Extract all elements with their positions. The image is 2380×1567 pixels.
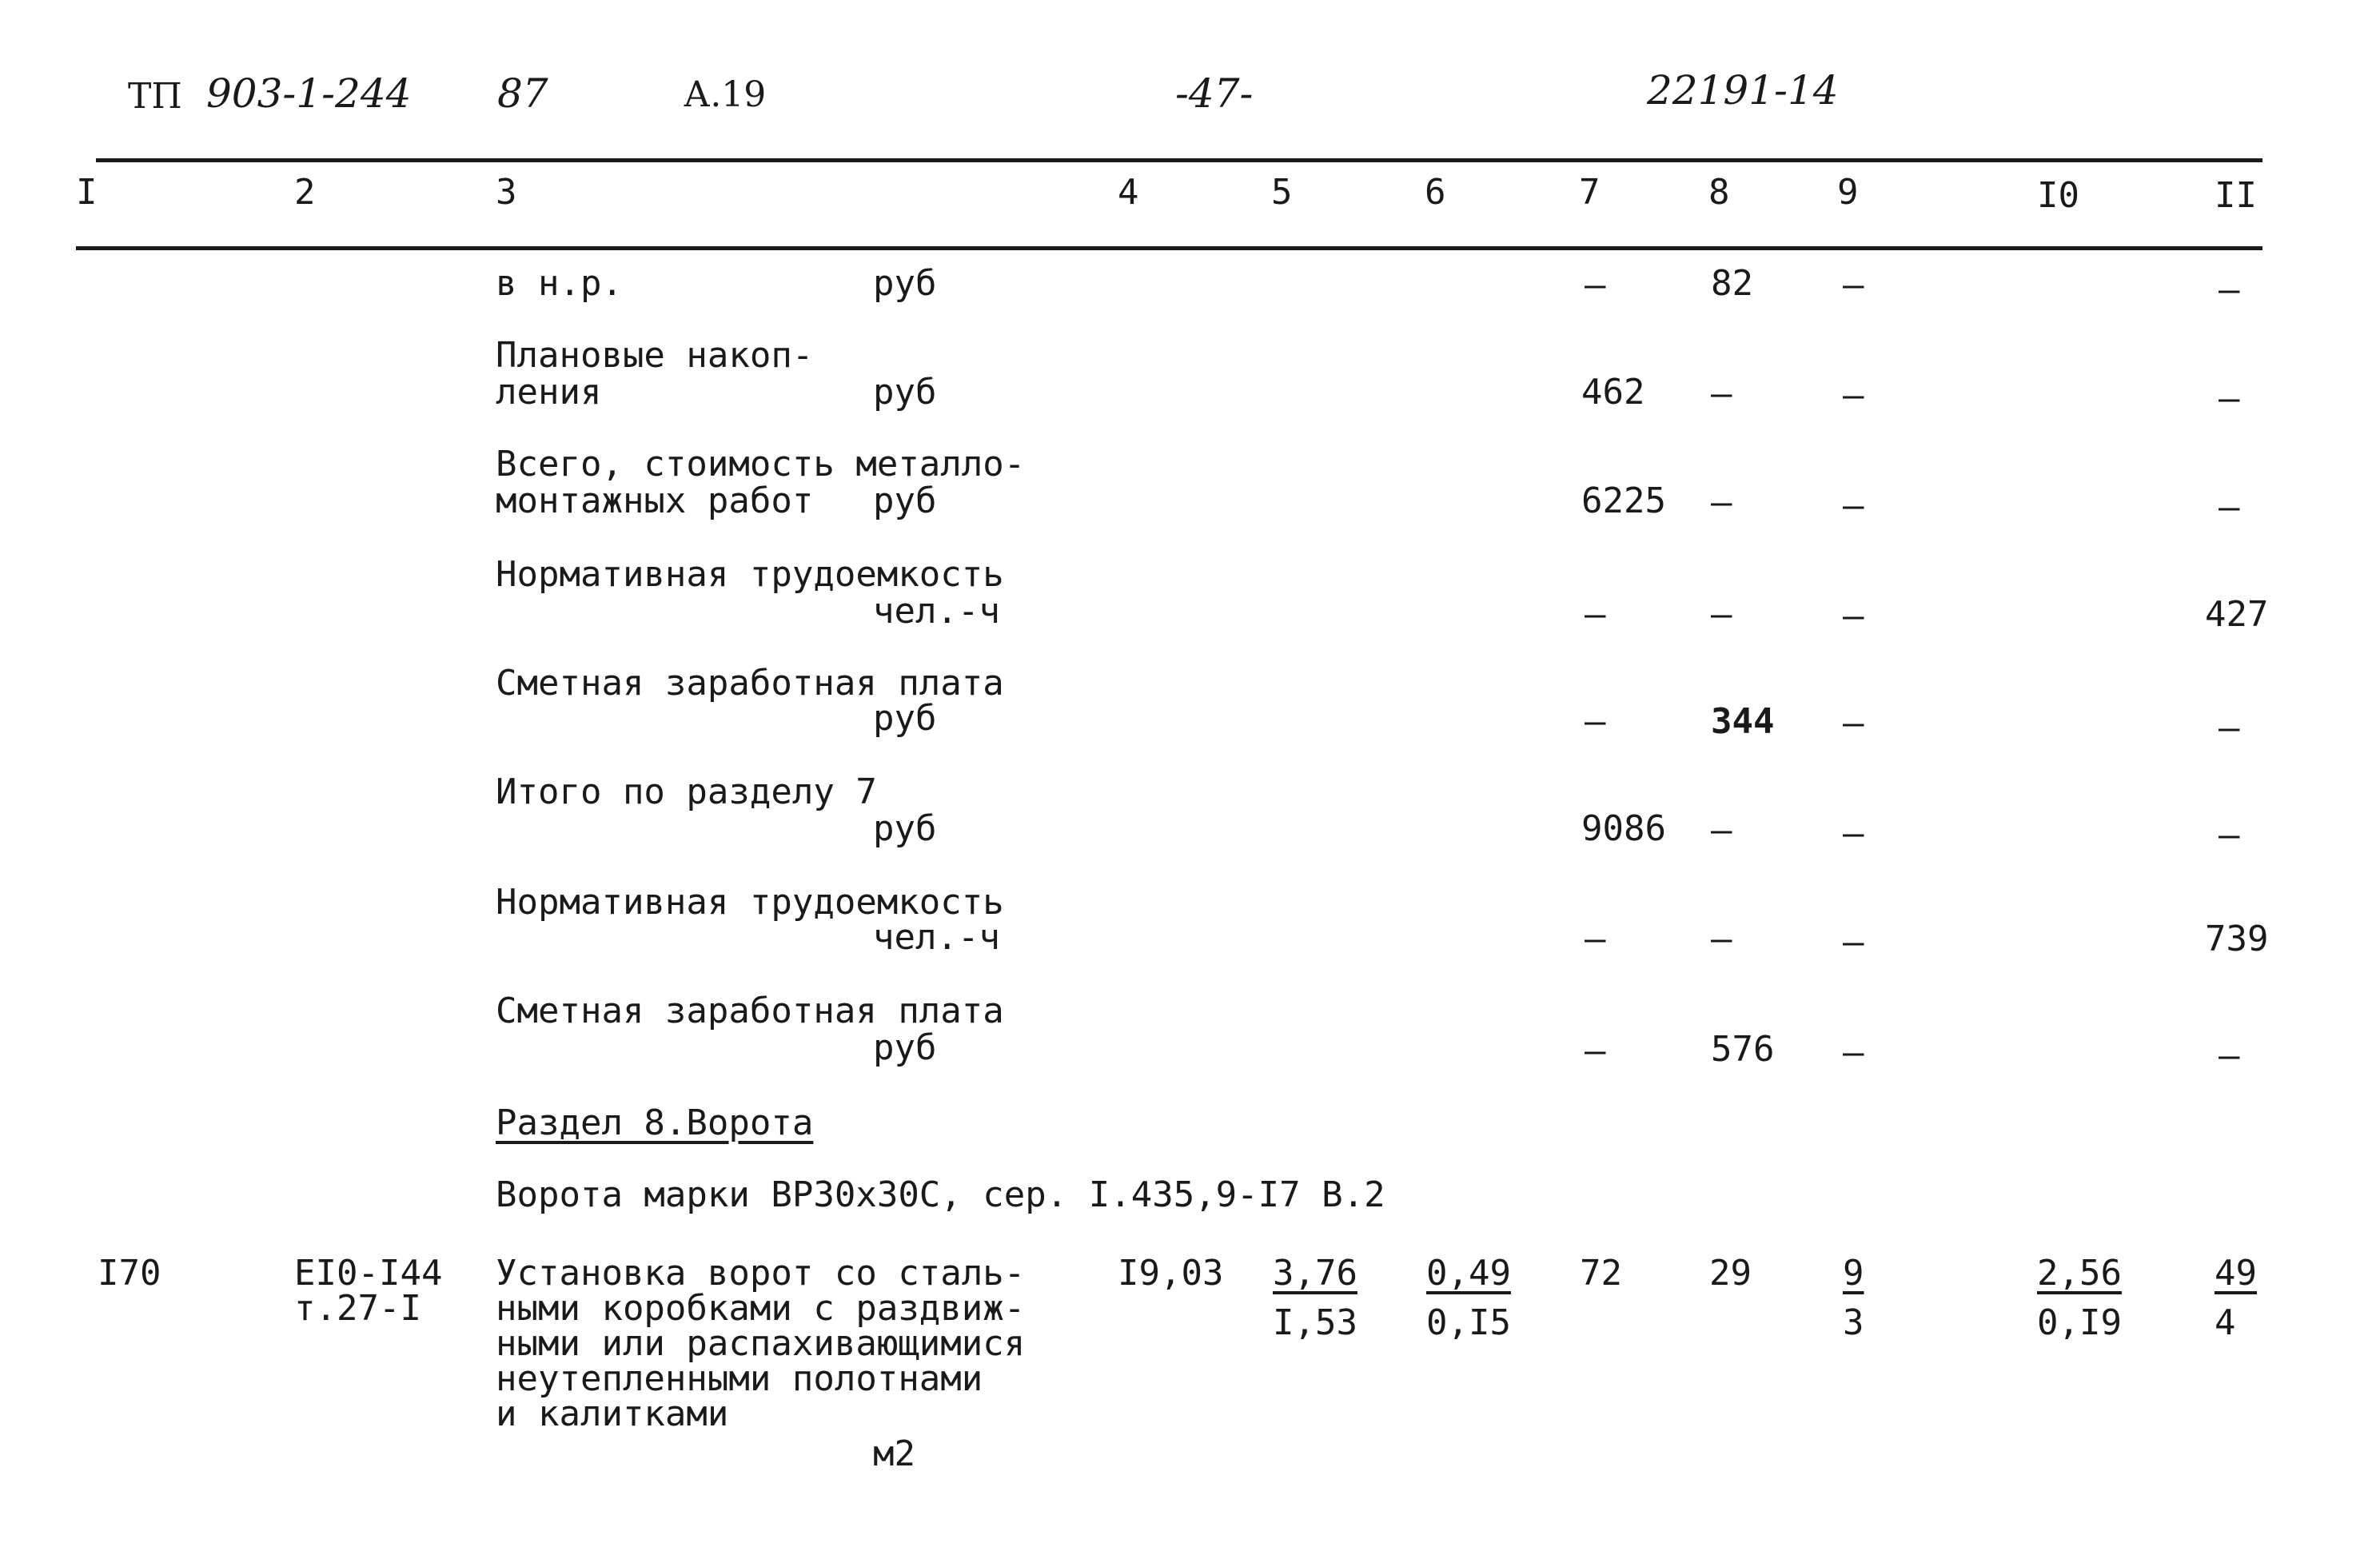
column-header: 3 <box>496 172 517 213</box>
cell-col6-denominator: 0,I5 <box>1426 1302 1511 1343</box>
item-description: Установка ворот со сталь- <box>496 1253 1026 1294</box>
row-description: монтажных работ <box>496 480 814 521</box>
header-project: 903-1-244 <box>206 70 412 117</box>
cell-col4: I9,03 <box>1118 1253 1224 1294</box>
cell-col9-numerator: 9 <box>1843 1253 1864 1294</box>
cell-col9: – <box>1843 1032 1864 1073</box>
row-description: Плановые накоп- <box>496 335 814 376</box>
header-top-rule <box>96 158 2262 162</box>
header-page: -47- <box>1175 70 1254 117</box>
cell-col11-denominator: 4 <box>2215 1302 2236 1343</box>
column-header: 8 <box>1708 172 1730 213</box>
item-unit: м2 <box>873 1433 915 1474</box>
cell-col9: – <box>1843 703 1864 744</box>
column-header: 9 <box>1837 172 1859 213</box>
column-header: 4 <box>1118 172 1139 213</box>
cell-col11: 739 <box>2205 919 2269 959</box>
cell-col8: 82 <box>1711 263 1753 304</box>
cell-col9-denominator: 3 <box>1843 1302 1864 1343</box>
cell-col8: 29 <box>1709 1253 1752 1294</box>
row-description: Сметная заработная плата <box>496 663 1004 704</box>
header-code: 22191-14 <box>1647 67 1839 114</box>
cell-col7: 9086 <box>1581 808 1666 849</box>
cell-col11: – <box>2219 269 2240 310</box>
cell-col8: – <box>1711 482 1732 523</box>
row-unit: руб <box>873 698 937 739</box>
row-description: Нормативная трудоемкость <box>496 554 1004 595</box>
row-unit: руб <box>873 808 937 849</box>
column-header: 5 <box>1271 172 1293 213</box>
column-header-rule <box>76 246 2262 250</box>
cell-col5-numerator: 3,76 <box>1273 1253 1357 1294</box>
cell-col9: – <box>1843 813 1864 854</box>
item-description: неутепленными полотнами <box>496 1358 983 1399</box>
cell-col10-denominator: 0,I9 <box>2037 1302 2122 1343</box>
row-description: Сметная заработная плата <box>496 991 1004 1031</box>
column-header: 6 <box>1425 172 1446 213</box>
item-description: и калитками <box>496 1394 729 1434</box>
header-prefix: ТП <box>128 76 182 117</box>
cell-col7: – <box>1585 265 1606 305</box>
cell-col9: – <box>1843 922 1864 963</box>
cell-col7: – <box>1585 919 1606 959</box>
cell-col9: – <box>1843 485 1864 526</box>
gate-spec-line: Ворота марки ВР30х30С, сер. I.435,9-I7 В.2 <box>496 1174 1385 1215</box>
column-header: II <box>2215 175 2257 216</box>
cell-col8: 344 <box>1711 701 1775 742</box>
row-unit: чел.-ч <box>873 591 1000 632</box>
row-description: Всего, стоимость металло- <box>496 444 1026 484</box>
cell-col7: 72 <box>1580 1253 1622 1294</box>
cell-col8: – <box>1711 810 1732 851</box>
row-unit: руб <box>873 263 937 304</box>
row-unit: руб <box>873 480 937 521</box>
column-header: I <box>76 172 98 213</box>
cell-col7: – <box>1585 594 1606 635</box>
cell-col11-numerator: 49 <box>2215 1253 2257 1294</box>
cell-col8: – <box>1711 594 1732 635</box>
header-year: 87 <box>497 70 548 117</box>
item-code: ЕI0-I44 <box>294 1253 443 1294</box>
item-number: I70 <box>98 1253 161 1294</box>
row-unit: руб <box>873 1027 937 1068</box>
cell-col11: – <box>2219 1035 2240 1076</box>
cell-col7: 6225 <box>1581 480 1666 521</box>
item-code-table: т.27-I <box>294 1288 421 1329</box>
cell-col11: 427 <box>2205 594 2269 635</box>
row-unit: чел.-ч <box>873 917 1000 958</box>
item-description: ными коробками с раздвиж- <box>496 1288 1026 1329</box>
row-description: Итого по разделу 7 <box>496 772 877 812</box>
cell-col6-numerator: 0,49 <box>1426 1253 1511 1294</box>
cell-col11: – <box>2219 487 2240 528</box>
cell-col9: – <box>1843 265 1864 305</box>
cell-col5-denominator: I,53 <box>1273 1302 1357 1343</box>
column-header: I0 <box>2037 175 2079 216</box>
cell-col10-numerator: 2,56 <box>2037 1253 2122 1294</box>
column-header: 2 <box>294 172 316 213</box>
row-description: в н.р. <box>496 263 623 304</box>
cell-col11: – <box>2219 378 2240 419</box>
column-header: 7 <box>1579 172 1601 213</box>
row-description: Нормативная трудоемкость <box>496 882 1004 923</box>
row-unit: руб <box>873 372 937 413</box>
cell-col9: – <box>1843 596 1864 636</box>
cell-col9: – <box>1843 375 1864 416</box>
header-album: А.19 <box>684 74 767 115</box>
item-description: ными или распахивающимися <box>496 1323 1026 1364</box>
cell-col7: – <box>1585 1031 1606 1071</box>
section-title: Раздел 8.Ворота <box>496 1102 814 1143</box>
cell-col7: – <box>1585 701 1606 742</box>
row-description: ления <box>496 372 602 413</box>
cell-col8: 576 <box>1711 1029 1775 1070</box>
cell-col7: 462 <box>1581 372 1645 413</box>
cell-col11: – <box>2219 708 2240 748</box>
cell-col8: – <box>1711 919 1732 959</box>
cell-col8: – <box>1711 373 1732 414</box>
cell-col11: – <box>2219 815 2240 855</box>
